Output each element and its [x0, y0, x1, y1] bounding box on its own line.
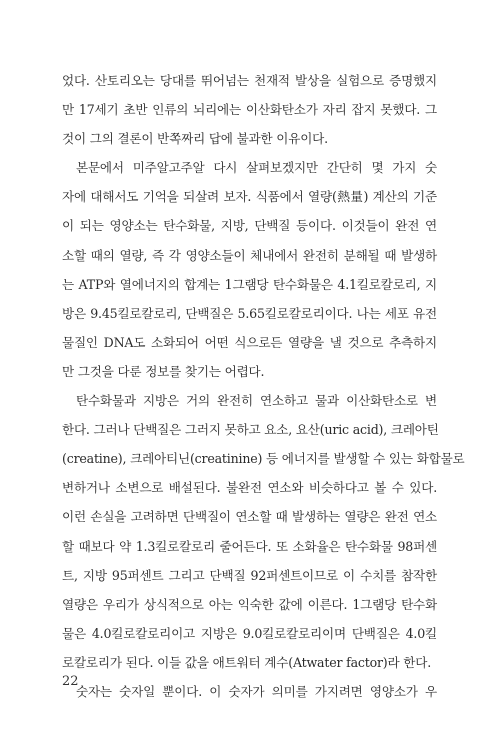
- text-line: 이 되는 영양소는 탄수화물, 지방, 단백질 등이다. 이것들이 완전 연: [62, 218, 437, 234]
- text-line: 트, 지방 95퍼센트 그리고 단백질 92퍼센트이므로 이 수치를 참작한: [62, 567, 437, 583]
- text-line: 었다. 산토리오는 당대를 뛰어넘는 천재적 발상을 실험으로 증명했지: [62, 73, 437, 88]
- text-line: 것이 그의 결론이 반쪽짜리 답에 불과한 이유이다.: [62, 131, 328, 147]
- text-line: 할 때보다 약 1.3킬로칼로리 줄어든다. 또 소화율은 탄수화물 98퍼센: [62, 538, 437, 554]
- text-line: 로칼로리가 된다. 이들 값을 애트워터 계수(Atwater factor)라 한다.: [62, 654, 432, 670]
- page-number: 22: [62, 674, 79, 689]
- text-line: 소할 때의 열량, 즉 각 영양소들이 체내에서 완전히 분해될 때 발생하: [62, 247, 437, 263]
- text-line: 는 ATP와 열에너지의 합계는 1그램당 탄수화물은 4.1킬로칼로리, 지: [62, 276, 437, 292]
- text-line: 한다. 그러나 단백질은 그러지 못하고 요소, 요산(uric acid), 크레아틴: [62, 422, 439, 438]
- text-line: 방은 9.45킬로칼로리, 단백질은 5.65킬로칼로리이다. 나는 세포 유전: [62, 305, 437, 321]
- body-text: [62, 66, 465, 706]
- text-line: 물질인 DNA도 소화되어 어떤 식으로든 열량을 낼 것으로 추측하지: [62, 334, 437, 350]
- text-line: 만 그것을 다룬 정보를 찾기는 어렵다.: [62, 363, 265, 379]
- text-line: 탄수화물과 지방은 거의 완전히 연소하고 물과 이산화탄소로 변: [76, 393, 437, 409]
- text-line: 물은 4.0킬로칼로리이고 지방은 9.0킬로칼로리이며 단백질은 4.0킬: [62, 625, 437, 641]
- text-line: 자에 대해서도 기억을 되살려 보자. 식품에서 열량(熱量) 계산의 기준: [62, 189, 437, 205]
- text-line: 숫자는 숫자일 뿐이다. 이 숫자가 의미를 가지려면 영양소가 우: [76, 683, 437, 699]
- text-line: (creatine), 크레아티닌(creatinine) 등 에너지를 발생할 수 있는 화합물로: [62, 451, 465, 467]
- text-line: 만 17세기 초반 인류의 뇌리에는 이산화탄소가 자리 잡지 못했다. 그: [62, 102, 437, 118]
- text-line: 본문에서 미주알고주알 다시 살펴보겠지만 간단히 몇 가지 숫: [76, 160, 437, 176]
- text-line: 열량은 우리가 상식적으로 아는 익숙한 값에 이른다. 1그램당 탄수화: [62, 596, 437, 612]
- text-line: 이런 손실을 고려하면 단백질이 연소할 때 발생하는 열량은 완전 연소: [62, 509, 437, 525]
- text-line: 변하거나 소변으로 배설된다. 불완전 연소와 비슷하다고 볼 수 있다.: [62, 480, 437, 496]
